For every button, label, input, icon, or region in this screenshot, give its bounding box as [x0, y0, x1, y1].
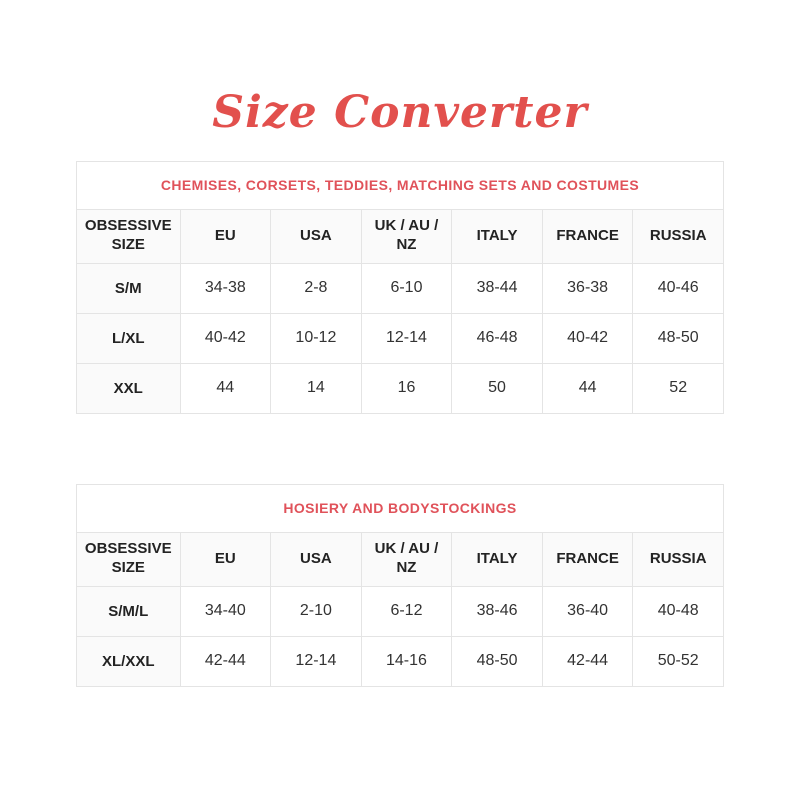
size-value-cell: 6-12	[361, 586, 452, 636]
size-value-cell: 50	[452, 363, 543, 413]
column-header-russia: RUSSIA	[633, 209, 724, 263]
table-caption: HOSIERY AND BODYSTOCKINGS	[77, 484, 724, 532]
table-caption: CHEMISES, CORSETS, TEDDIES, MATCHING SETS AND COSTUMES	[77, 161, 724, 209]
size-value-cell: 12-14	[361, 313, 452, 363]
size-value-cell: 40-42	[180, 313, 271, 363]
size-value-cell: 10-12	[271, 313, 362, 363]
size-value-cell: 44	[180, 363, 271, 413]
column-header-row	[77, 209, 724, 263]
size-value-cell: 48-50	[633, 313, 724, 363]
size-value-cell: 2-10	[271, 586, 362, 636]
size-value-cell: 50-52	[633, 636, 724, 686]
table-caption-row	[77, 484, 724, 532]
size-value-cell: 44	[542, 363, 633, 413]
column-header-usa: USA	[271, 532, 362, 586]
table-row	[77, 636, 724, 686]
size-label-cell: S/M/L	[77, 586, 181, 636]
size-value-cell: 12-14	[271, 636, 362, 686]
size-value-cell: 42-44	[542, 636, 633, 686]
size-value-cell: 40-48	[633, 586, 724, 636]
size-value-cell: 34-38	[180, 263, 271, 313]
size-value-cell: 14-16	[361, 636, 452, 686]
size-value-cell: 2-8	[271, 263, 362, 313]
table-caption-row	[77, 161, 724, 209]
size-value-cell: 52	[633, 363, 724, 413]
size-value-cell: 6-10	[361, 263, 452, 313]
page-title: Size Converter	[212, 87, 588, 138]
table-row	[77, 313, 724, 363]
column-header-eu: EU	[180, 209, 271, 263]
column-header-eu: EU	[180, 532, 271, 586]
table-row	[77, 586, 724, 636]
size-label-cell: XXL	[77, 363, 181, 413]
table-row	[77, 263, 724, 313]
size-label-cell: L/XL	[77, 313, 181, 363]
column-header-usa: USA	[271, 209, 362, 263]
column-header-italy: ITALY	[452, 209, 543, 263]
column-header-obsessive-size: OBSESSIVE SIZE	[77, 532, 181, 586]
column-header-russia: RUSSIA	[633, 532, 724, 586]
size-label-cell: S/M	[77, 263, 181, 313]
size-value-cell: 14	[271, 363, 362, 413]
size-value-cell: 40-42	[542, 313, 633, 363]
column-header-france: FRANCE	[542, 532, 633, 586]
table-row	[77, 363, 724, 413]
size-value-cell: 42-44	[180, 636, 271, 686]
column-header-row	[77, 532, 724, 586]
size-value-cell: 40-46	[633, 263, 724, 313]
size-value-cell: 36-38	[542, 263, 633, 313]
size-value-cell: 38-46	[452, 586, 543, 636]
size-value-cell: 16	[361, 363, 452, 413]
size-value-cell: 46-48	[452, 313, 543, 363]
column-header-italy: ITALY	[452, 532, 543, 586]
size-label-cell: XL/XXL	[77, 636, 181, 686]
size-value-cell: 36-40	[542, 586, 633, 636]
column-header-obsessive-size: OBSESSIVE SIZE	[77, 209, 181, 263]
column-header-uk-au-nz: UK / AU / NZ	[361, 209, 452, 263]
size-value-cell: 38-44	[452, 263, 543, 313]
column-header-france: FRANCE	[542, 209, 633, 263]
size-table-hosiery	[76, 484, 724, 687]
column-header-uk-au-nz: UK / AU / NZ	[361, 532, 452, 586]
size-table-chemises	[76, 161, 724, 414]
size-value-cell: 34-40	[180, 586, 271, 636]
size-value-cell: 48-50	[452, 636, 543, 686]
